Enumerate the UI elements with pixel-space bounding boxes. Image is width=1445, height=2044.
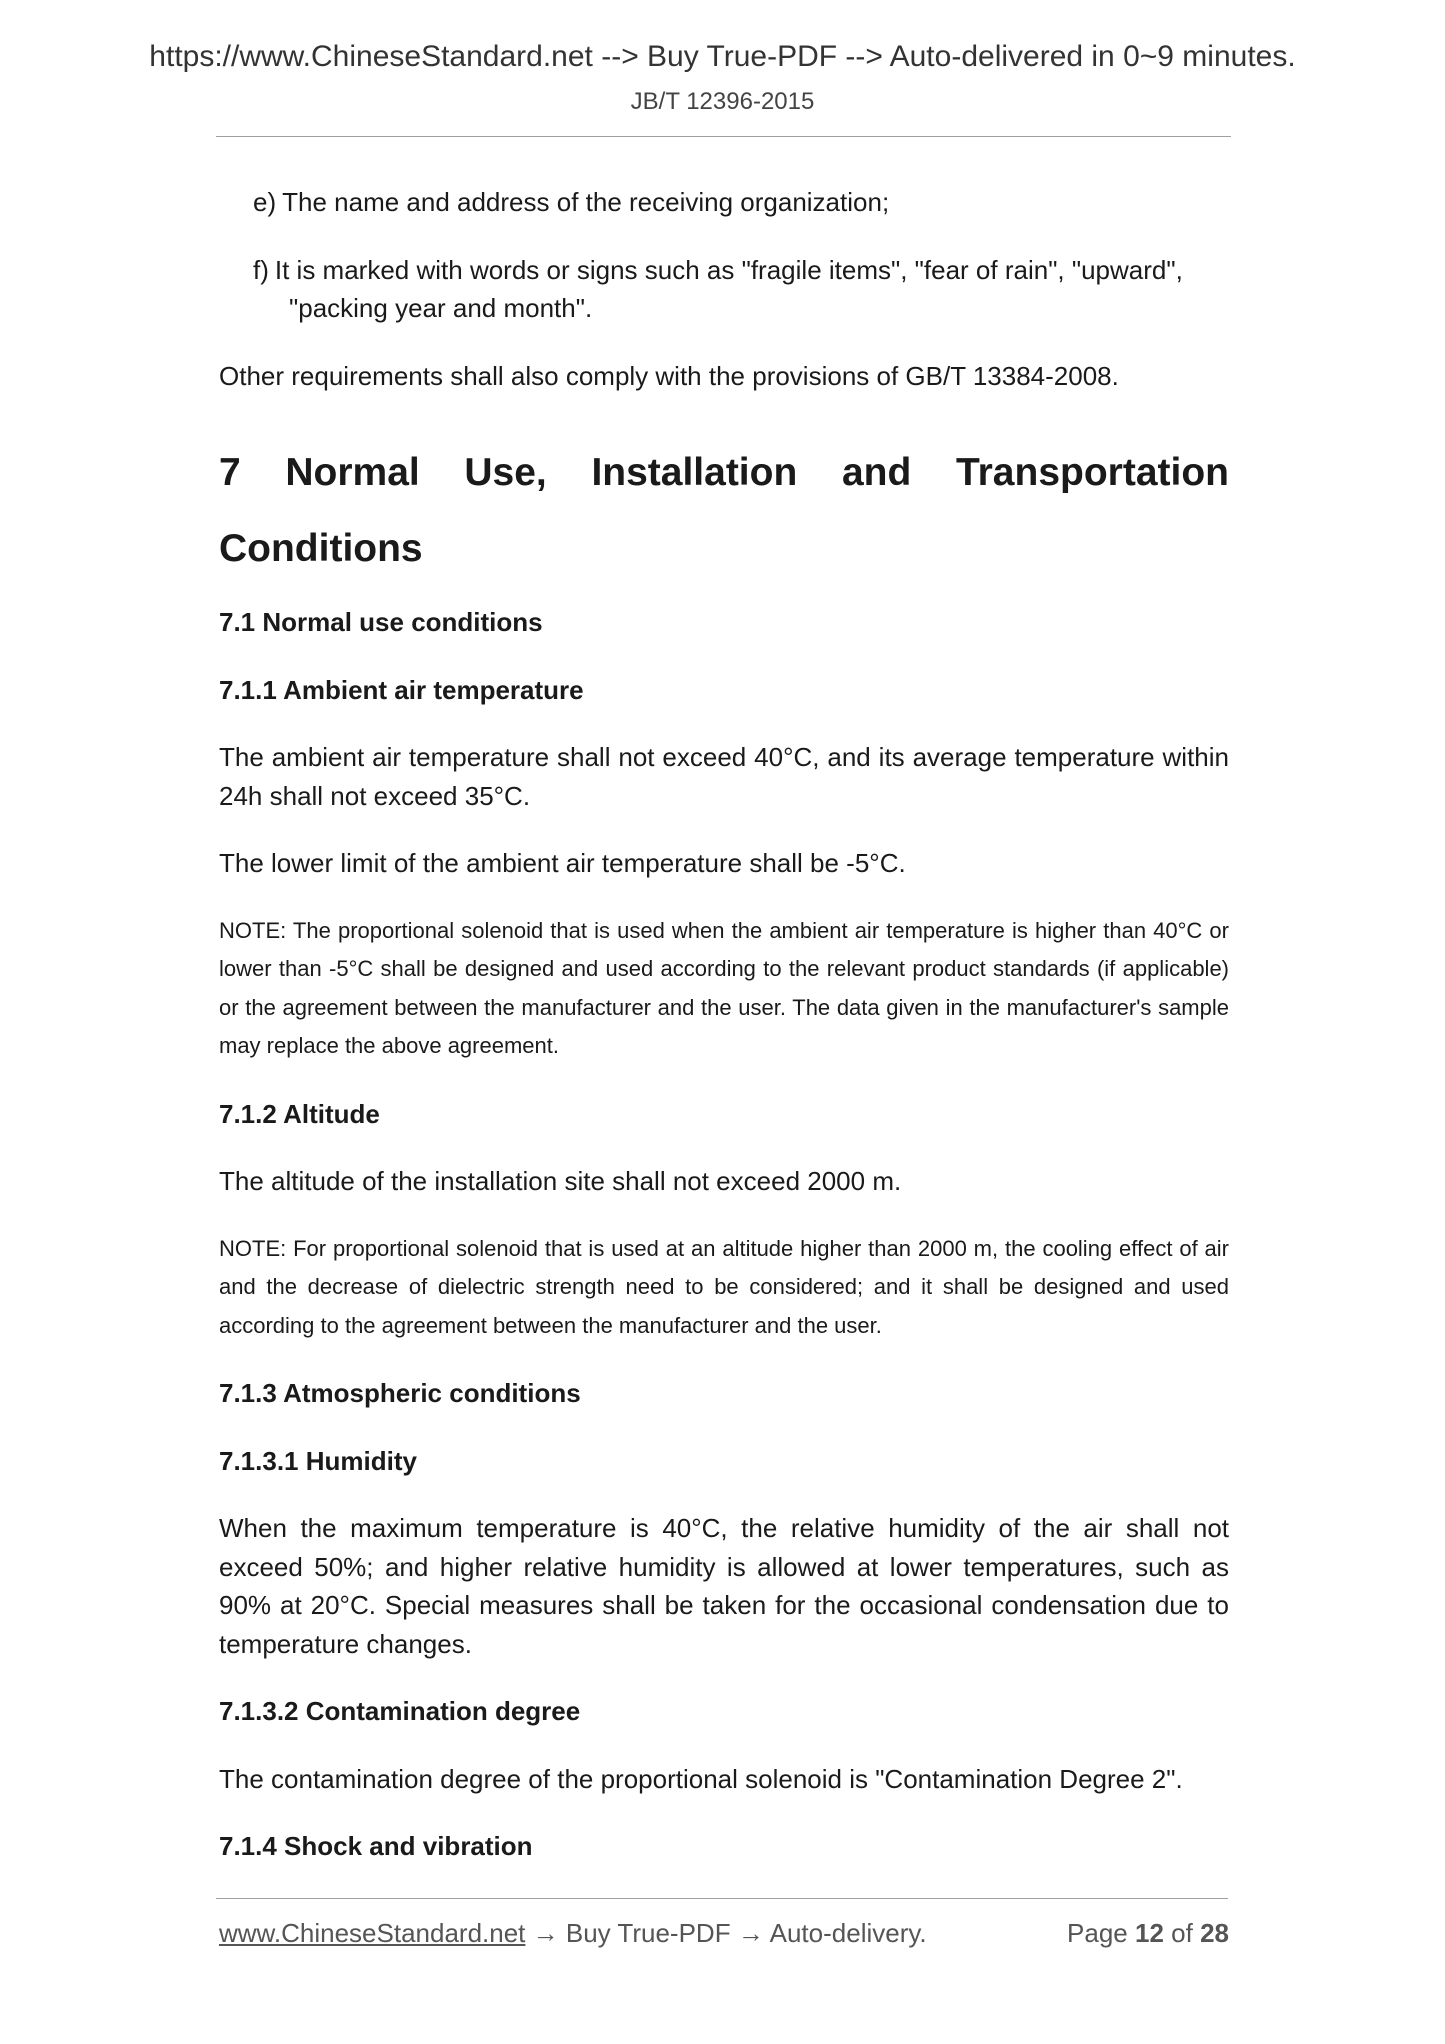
lower-limit-paragraph: The lower limit of the ambient air temperature shall be -5°C. [219,848,906,878]
heading-word: and [841,451,912,494]
section-7-1-3-1-heading: 7.1.3.1 Humidity [219,1445,417,1476]
list-item-label: e) [253,187,277,217]
heading-word: Installation [591,451,798,494]
header-divider [216,136,1231,137]
ambient-temp-paragraph: The ambient air temperature shall not exceed 40°C, and its average temperature within 24h shall not exceed 35°C. [219,742,1229,811]
section-7-1-3-heading: 7.1.3 Atmospheric conditions [219,1378,581,1408]
section-7-1-4-heading: 7.1.4 Shock and vibration [219,1831,533,1861]
heading-word: Transportation [955,451,1229,494]
page-word: Page [1067,1918,1128,1948]
section-7-1-3-2-heading: 7.1.3.2 Contamination degree [219,1696,581,1726]
website-link[interactable]: www.ChineseStandard.net [219,1918,526,1948]
section-7-1-2-heading: 7.1.2 Altitude [219,1098,380,1129]
page-content [219,183,1229,1895]
other-requirements-paragraph: Other requirements shall also comply with the provisions of GB/T 13384-2008. [219,360,1119,391]
ambient-temp-note: NOTE: The proportional solenoid that is used when the ambient air temperature is higher than 40°C or lower than -5°C shall be designed and used according to the relevant product standards (if applicable) or the agreement between the manufacturer and the user. The data given in the manufacturer's sample may replace the above agreement. [219,917,1229,1058]
heading-word: Use, [464,451,547,494]
list-item-e [253,183,1229,222]
page-current: 12 [1135,1918,1164,1948]
heading-word: Normal [285,451,420,494]
arrow-right-icon: → [532,1918,559,1948]
of-word: of [1171,1918,1193,1948]
list-item-text: The name and address of the receiving organization; [282,187,890,217]
delivery-text: Auto-delivery. [769,1918,927,1948]
buy-text: Buy True-PDF [565,1918,731,1948]
altitude-note: NOTE: For proportional solenoid that is used at an altitude higher than 2000 m, the cooling effect of air and the decrease of dielectric strength need to be considered; and it shall be designed and used according to the agreement between the manufacturer and the user. [219,1235,1229,1338]
document-number: JB/T 12396-2015 [630,88,815,115]
altitude-paragraph: The altitude of the installation site shall not exceed 2000 m. [219,1166,902,1196]
footer-divider [216,1898,1228,1899]
page-total: 28 [1200,1918,1229,1948]
heading-word: 7 [219,451,241,494]
page-indicator [1067,1918,1229,1949]
section-7-1-heading: 7.1 Normal use conditions [219,607,543,637]
footer-promo [219,1918,927,1949]
list-item-label: f) [253,254,269,285]
header-banner: https://www.ChineseStandard.net --> Buy True-PDF --> Auto-delivered in 0~9 minutes. [149,40,1296,73]
list-item-text: It is marked with words or signs such as "fragile items", "fear of rain", "upward", "packing year and month". [274,254,1183,323]
heading-word: Conditions [219,527,423,570]
list-item-f [253,251,1229,328]
contamination-paragraph: The contamination degree of the proportional solenoid is "Contamination Degree 2". [219,1763,1183,1794]
section-7-heading [219,435,1229,587]
arrow-right-icon: → [737,1918,764,1948]
section-7-1-1-heading: 7.1.1 Ambient air temperature [219,674,584,705]
humidity-paragraph: When the maximum temperature is 40°C, the relative humidity of the air shall not exceed 50%; and higher relative humidity is allowed at lower temperatures, such as 90% at 20°C. Special measures shall be taken for the occasional condensation due to temperature changes. [219,1513,1229,1659]
